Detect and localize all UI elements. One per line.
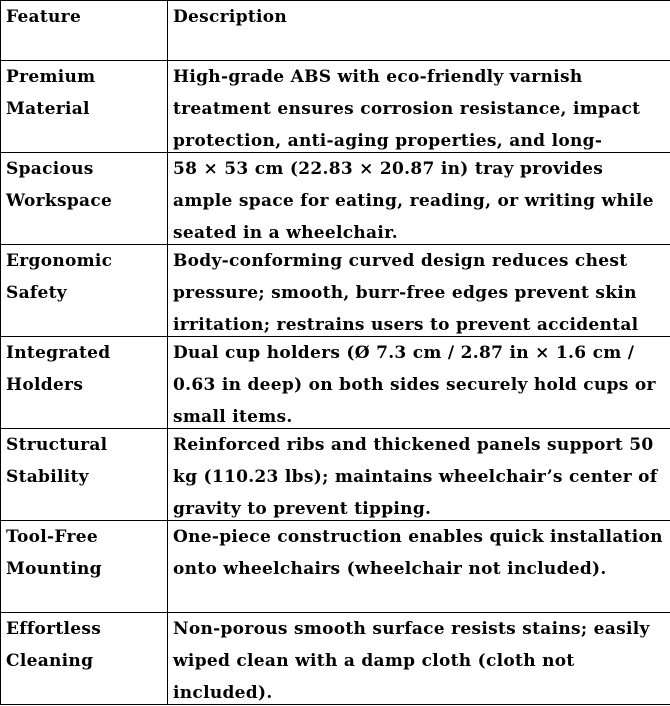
feature-cell: Premium Material [1, 61, 168, 153]
description-cell: One-piece construction enables quick installation onto wheelchairs (wheelchair not included). [168, 521, 670, 613]
description-cell: Non-porous smooth surface resists stains; easily wiped clean with a damp cloth (cloth not included). [168, 613, 670, 705]
table-header-row [1, 1, 670, 61]
description-cell: Body-conforming curved design reduces chest pressure; smooth, burr-free edges prevent skin irritation; restrains users to prevent accidental [168, 245, 670, 337]
table-row [1, 337, 670, 429]
feature-cell: Effortless Cleaning [1, 613, 168, 705]
feature-cell: Structural Stability [1, 429, 168, 521]
feature-cell: Spacious Workspace [1, 153, 168, 245]
description-cell: Reinforced ribs and thickened panels support 50 kg (110.23 lbs); maintains wheelchair’s center of gravity to prevent tipping. [168, 429, 670, 521]
description-cell: Dual cup holders (Ø 7.3 cm / 2.87 in × 1.6 cm / 0.63 in deep) on both sides securely hold cups or small items. [168, 337, 670, 429]
table-row [1, 61, 670, 153]
header-feature: Feature [1, 1, 168, 61]
table-row [1, 245, 670, 337]
table-row [1, 153, 670, 245]
description-cell: 58 × 53 cm (22.83 × 20.87 in) tray provides ample space for eating, reading, or writing while seated in a wheelchair. [168, 153, 670, 245]
feature-cell: Tool-Free Mounting [1, 521, 168, 613]
description-cell: High-grade ABS with eco-friendly varnish treatment ensures corrosion resistance, impact protection, anti-aging properties, and long- [168, 61, 670, 153]
table-row [1, 613, 670, 705]
feature-cell: Ergonomic Safety [1, 245, 168, 337]
feature-cell: Integrated Holders [1, 337, 168, 429]
table-row [1, 429, 670, 521]
header-description: Description [168, 1, 670, 61]
table-row [1, 521, 670, 613]
